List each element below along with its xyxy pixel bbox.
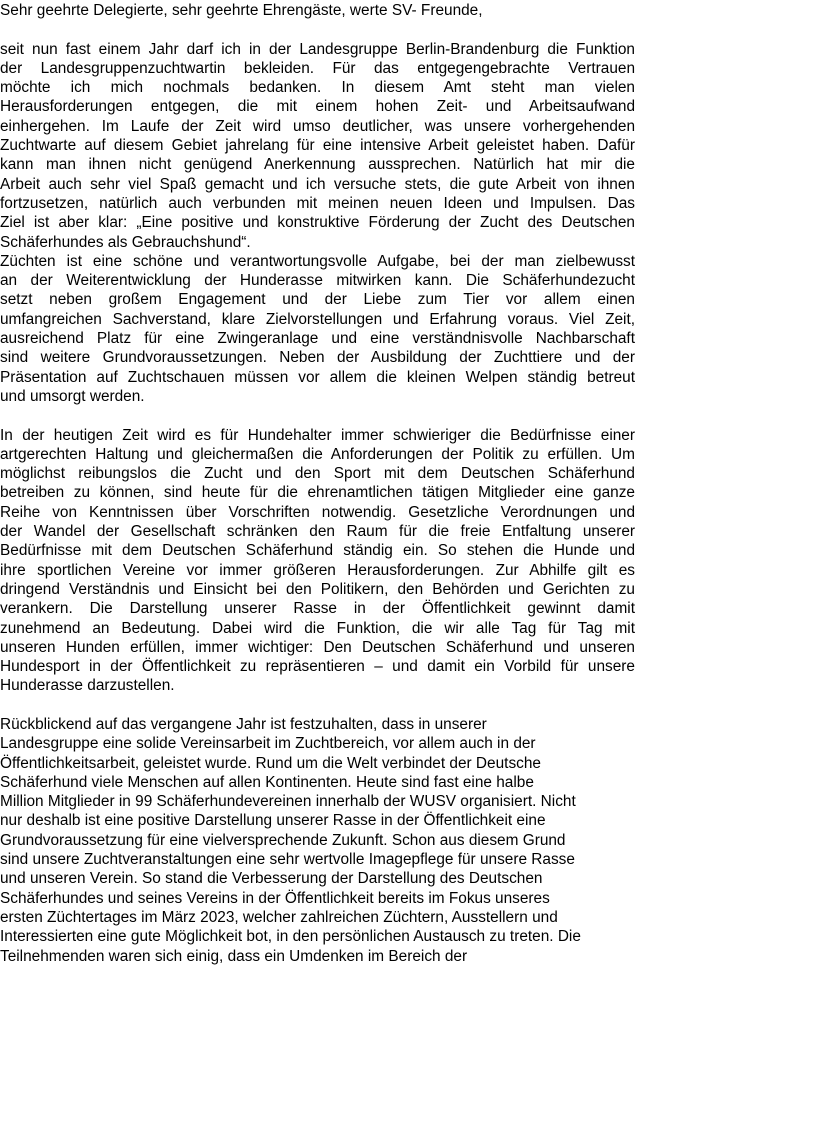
text-line: Landesgruppe eine solide Vereinsarbeit im Zuchtbereich, vor allem auch in der bbox=[0, 735, 536, 753]
text-line: Schäferhundes als Gebrauchshund“. bbox=[0, 233, 251, 251]
text-line: verankern. Die Darstellung unserer Rasse in der Öffentlichkeit gewinnt damit bbox=[0, 600, 635, 618]
text-line: Öffentlichkeitsarbeit, geleistet wurde. Rund um die Welt verbindet der Deutsche bbox=[0, 754, 541, 772]
salutation-line: Sehr geehrte Delegierte, sehr geehrte Ehrengäste, werte SV- Freunde, bbox=[0, 2, 483, 19]
letter-document bbox=[0, 1, 635, 966]
paragraph-spacer bbox=[0, 406, 635, 425]
text-line: Schäferhund viele Menschen auf allen Kontinenten. Heute sind fast eine halbe bbox=[0, 773, 534, 791]
text-line: sind unsere Zuchtveranstaltungen eine sehr wertvolle Imagepflege für unsere Rasse bbox=[0, 851, 575, 869]
text-line: Zuchtwarte auf diesem Gebiet jahrelang für eine intensive Arbeit geleistet haben. Dafür bbox=[0, 137, 635, 155]
text-line: Hundesport in der Öffentlichkeit zu repräsentieren – und damit ein Vorbild für unsere bbox=[0, 658, 635, 676]
text-line: Grundvoraussetzung für eine vielversprechende Zukunft. Schon aus diesem Grund bbox=[0, 831, 566, 849]
text-line: und umsorgt werden. bbox=[0, 387, 145, 405]
text-line: umfangreichen Sachverstand, klare Zielvorstellungen und Erfahrung voraus. Viel Zeit, bbox=[0, 310, 635, 328]
text-line: Ziel ist aber klar: „Eine positive und konstruktive Förderung der Zucht des Deutschen bbox=[0, 214, 635, 232]
text-line: möchte ich mich nochmals bedanken. In diesem Amt steht man vielen bbox=[0, 79, 635, 97]
text-line: setzt neben großem Engagement und der Liebe zum Tier vor allem einen bbox=[0, 291, 635, 309]
text-line: an der Weiterentwicklung der Hunderasse mitwirken kann. Die Schäferhundezucht bbox=[0, 272, 635, 290]
text-line: und unseren Verein. So stand die Verbesserung der Darstellung des Deutschen bbox=[0, 870, 543, 888]
text-line: zunehmend an Bedeutung. Dabei wird die Funktion, die wir alle Tag für Tag mit bbox=[0, 619, 635, 637]
text-line: Reihe von Kenntnissen über Vorschriften notwendig. Gesetzliche Verordnungen und bbox=[0, 503, 635, 521]
text-line: kann man ihnen nicht genügend Anerkennung aussprechen. Natürlich hat mir die bbox=[0, 156, 635, 174]
paragraph-spacer bbox=[0, 696, 635, 715]
text-line: artgerechten Haltung und gleichermaßen die Anforderungen der Politik zu erfüllen. Um bbox=[0, 445, 635, 463]
text-line: ersten Züchtertages im März 2023, welcher zahlreichen Züchtern, Ausstellern und bbox=[0, 908, 558, 926]
text-line: Präsentation auf Zuchtschauen müssen vor allem die kleinen Welpen ständig betreut bbox=[0, 368, 635, 386]
text-line: Arbeit auch sehr viel Spaß gemacht und ich versuche stets, die gute Arbeit von ihnen bbox=[0, 175, 635, 193]
text-line: möglichst reibungslos die Zucht und den Sport mit dem Deutschen Schäferhund bbox=[0, 465, 635, 483]
text-line: Herausforderungen entgegen, die mit einem hohen Zeit- und Arbeitsaufwand bbox=[0, 98, 635, 116]
text-line: Hunderasse darzustellen. bbox=[0, 677, 175, 695]
text-line: Rückblickend auf das vergangene Jahr ist festzuhalten, dass in unserer bbox=[0, 715, 487, 733]
text-line: fortzusetzen, natürlich auch verbunden mit meinen neuen Ideen und Impulsen. Das bbox=[0, 194, 635, 212]
text-line: nur deshalb ist eine positive Darstellung unserer Rasse in der Öffentlichkeit eine bbox=[0, 812, 546, 830]
text-line: der Wandel der Gesellschaft schränken den Raum für die freie Entfaltung unserer bbox=[0, 523, 635, 541]
paragraph-introduction bbox=[0, 40, 635, 252]
text-line: Million Mitglieder in 99 Schäferhundevereinen innerhalb der WUSV organisiert. Nicht bbox=[0, 793, 576, 811]
text-line: betreiben zu können, sind heute für die ehrenamtlichen tätigen Mitglieder eine ganze bbox=[0, 484, 635, 502]
paragraph-breeding bbox=[0, 252, 635, 406]
paragraph-review bbox=[0, 715, 635, 966]
text-line: seit nun fast einem Jahr darf ich in der Landesgruppe Berlin-Brandenburg die Funktion bbox=[0, 40, 635, 58]
text-line: sind weitere Grundvoraussetzungen. Neben der Ausbildung der Zuchttiere und der bbox=[0, 349, 635, 367]
text-line: Schäferhundes und seines Vereins in der Öffentlichkeit bereits im Fokus unseres bbox=[0, 889, 550, 907]
text-line: Bedürfnisse mit dem Deutschen Schäferhund ständig ein. So stehen die Hunde und bbox=[0, 542, 635, 560]
paragraph-society bbox=[0, 426, 635, 696]
text-line: ihre sportlichen Vereine vor immer größeren Herausforderungen. Zur Abhilfe gilt es bbox=[0, 561, 635, 579]
paragraph-spacer bbox=[0, 20, 635, 39]
text-line: In der heutigen Zeit wird es für Hundehalter immer schwieriger die Bedürfnisse einer bbox=[0, 426, 635, 444]
text-line: Teilnehmenden waren sich einig, dass ein Umdenken im Bereich der bbox=[0, 947, 468, 965]
text-line: der Landesgruppenzuchtwartin bekleiden. Für das entgegengebrachte Vertrauen bbox=[0, 59, 635, 77]
text-line: ausreichend Platz für eine Zwingeranlage und eine verständnisvolle Nachbarschaft bbox=[0, 330, 635, 348]
text-line: unseren Hunden erfüllen, immer wichtiger: Den Deutschen Schäferhund und unseren bbox=[0, 638, 635, 656]
text-line: Züchten ist eine schöne und verantwortungsvolle Aufgabe, bei der man zielbewusst bbox=[0, 252, 635, 270]
text-line: einhergehen. Im Laufe der Zeit wird umso deutlicher, was unsere vorhergehenden bbox=[0, 117, 635, 135]
text-line: Interessierten eine gute Möglichkeit bot, in den persönlichen Austausch zu treten. Die bbox=[0, 928, 581, 946]
text-line: dringend Verständnis und Einsicht bei den Politikern, den Behörden und Gerichten zu bbox=[0, 580, 635, 598]
